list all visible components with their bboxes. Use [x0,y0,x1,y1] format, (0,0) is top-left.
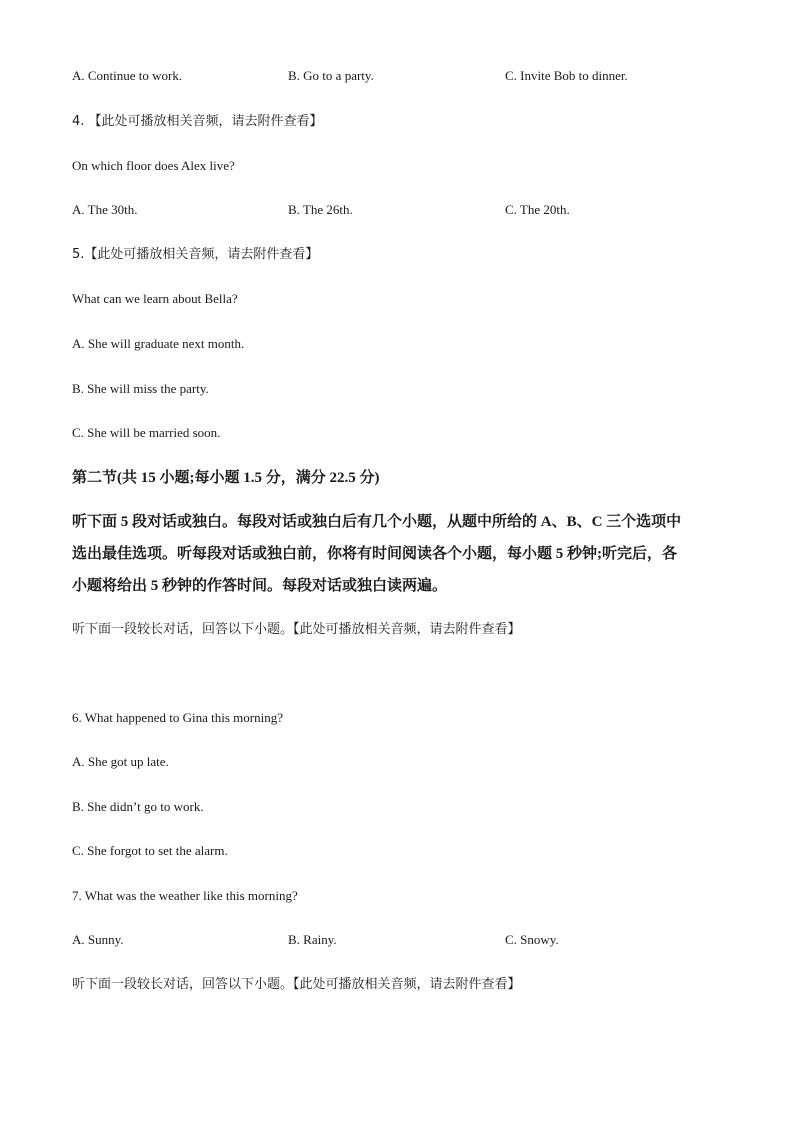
q4-header: 4. 【此处可播放相关音频，请去附件查看】 [72,114,323,129]
q5-option-a: A. She will graduate next month. [72,336,245,351]
q6-option-c: C. She forgot to set the alarm. [72,843,228,858]
q5-question: What can we learn about Bella? [72,291,238,306]
q7-option-a: A. Sunny. [72,932,124,947]
q6-option-b: B. She didn’t go to work. [72,799,204,814]
q7-question: 7. What was the weather like this morning? [72,888,298,903]
q3-option-a: A. Continue to work. [72,68,183,83]
q5-option-c: C. She will be married soon. [72,425,221,440]
instructions-line-2: 选出最佳选项。听每段对话或独白前，你将有时间阅读各个小题，每小题 5 秒钟;听完后，各 [72,546,677,562]
q4-option-c: C. The 20th. [505,202,570,217]
q5-header: 5.【此处可播放相关音频，请去附件查看】 [72,247,319,262]
q6-option-a: A. She got up late. [72,754,169,769]
q5-option-b: B. She will miss the party. [72,381,209,396]
q6-question: 6. What happened to Gina this morning? [72,710,283,725]
q4-option-b: B. The 26th. [288,202,353,217]
section-title: 第二节(共 15 小题;每小题 1.5 分，满分 22.5 分) [72,470,380,486]
instructions-line-1: 听下面 5 段对话或独白。每段对话或独白后有几个小题，从题中所给的 A、B、C 三个选项中 [72,514,682,530]
q3-option-c: C. Invite Bob to dinner. [505,68,628,83]
instructions-line-3: 小题将给出 5 秒钟的作答时间。每段对话或独白读两遍。 [72,578,448,594]
q3-option-b: B. Go to a party. [288,68,374,83]
q7-option-c: C. Snowy. [505,932,559,947]
q7-option-b: B. Rainy. [288,932,337,947]
q4-question: On which floor does Alex live? [72,158,235,173]
q4-option-a: A. The 30th. [72,202,138,217]
dialogue-intro-1: 听下面一段较长对话，回答以下小题。【此处可播放相关音频，请去附件查看】 [72,622,521,637]
dialogue-intro-2: 听下面一段较长对话，回答以下小题。【此处可播放相关音频，请去附件查看】 [72,977,521,992]
